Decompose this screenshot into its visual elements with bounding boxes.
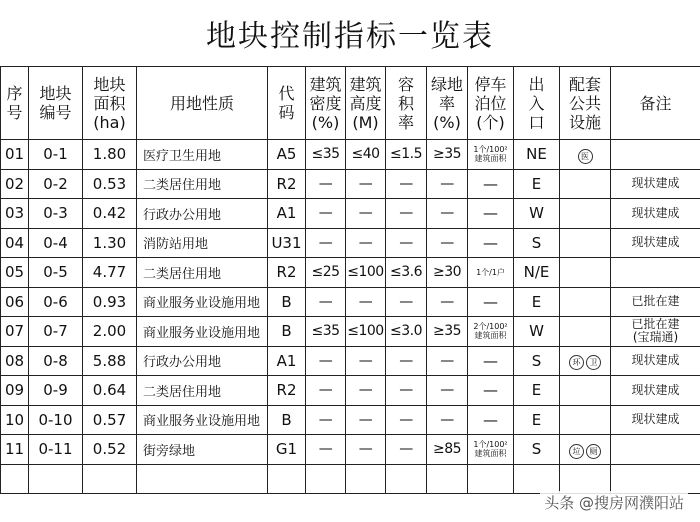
header-far: 容 积 率 (386, 67, 427, 140)
cell-seq: 06 (1, 287, 29, 317)
cell-code: A5 (268, 140, 306, 170)
cell-facilities (560, 346, 611, 376)
cell-density: ≤35 (306, 317, 346, 347)
cell-parking: — (468, 228, 514, 258)
cell-code: B (268, 287, 306, 317)
header-access: 出 入 口 (514, 67, 560, 140)
cell-remark: 已批在建 (宝瑞通) (611, 317, 700, 347)
cell-height: — (346, 169, 386, 199)
cell-facilities (560, 287, 611, 317)
cell-seq: 01 (1, 140, 29, 170)
table-row (1, 346, 700, 376)
cell-green: — (427, 199, 468, 229)
control-index-table (0, 66, 700, 494)
cell-land-use: 消防站用地 (137, 228, 268, 258)
cell-parcel-no: 0-4 (29, 228, 83, 258)
cell-access: W (514, 317, 560, 347)
cell-facilities (560, 405, 611, 435)
header-facilities: 配套 公共 设施 (560, 67, 611, 140)
cell-density: — (306, 435, 346, 465)
cell-remark (611, 435, 700, 465)
cell-density: — (306, 199, 346, 229)
cell-seq: 08 (1, 346, 29, 376)
cell-access: E (514, 169, 560, 199)
header-seq: 序 号 (1, 67, 29, 140)
facility-symbol: 医 (578, 149, 593, 164)
cell-access: S (514, 228, 560, 258)
cell-density: — (306, 376, 346, 406)
table-row (1, 317, 700, 347)
cell-density: — (306, 346, 346, 376)
cell-parking: — (468, 405, 514, 435)
cell-parcel-no: 0-3 (29, 199, 83, 229)
cell-green: — (427, 287, 468, 317)
cell-area: 0.57 (83, 405, 137, 435)
table-row (1, 228, 700, 258)
cell-parking: — (468, 376, 514, 406)
cell-green: ≥30 (427, 258, 468, 288)
cell-remark: 现状建成 (611, 199, 700, 229)
cell-far: — (386, 199, 427, 229)
header-code: 代 码 (268, 67, 306, 140)
cell-height: — (346, 435, 386, 465)
cell-land-use: 商业服务业设施用地 (137, 287, 268, 317)
cell-density: — (306, 228, 346, 258)
cell-density: — (306, 169, 346, 199)
cell-height: ≤100 (346, 317, 386, 347)
cell-code: A1 (268, 199, 306, 229)
cell-density: — (306, 287, 346, 317)
cell-code: A1 (268, 346, 306, 376)
header-height: 建筑 高度 (M) (346, 67, 386, 140)
cell-facilities (560, 376, 611, 406)
header-land-use: 用地性质 (137, 67, 268, 140)
table-row (1, 199, 700, 229)
cell-green: — (427, 405, 468, 435)
cell-far: ≤3.0 (386, 317, 427, 347)
cell-green: — (427, 228, 468, 258)
cell-code: B (268, 405, 306, 435)
cell-parcel-no: 0-11 (29, 435, 83, 465)
cell-green: ≥85 (427, 435, 468, 465)
cell-height: — (346, 405, 386, 435)
cell-green: — (427, 346, 468, 376)
cell-far: — (386, 228, 427, 258)
cell-green: — (427, 376, 468, 406)
cell-far: — (386, 376, 427, 406)
cell-parcel-no: 0-2 (29, 169, 83, 199)
cell-facilities (560, 228, 611, 258)
cell-far: ≤1.5 (386, 140, 427, 170)
cell-facilities (560, 140, 611, 170)
cell-access: NE (514, 140, 560, 170)
facility-symbol: 厕 (586, 444, 601, 459)
cell-area: 4.77 (83, 258, 137, 288)
cell-facilities (560, 435, 611, 465)
header-green: 绿地 率 (%) (427, 67, 468, 140)
table-row (1, 169, 700, 199)
watermark: 头条 @搜房网濮阳站 (540, 491, 688, 514)
header-density: 建筑 密度 (%) (306, 67, 346, 140)
cell-remark: 现状建成 (611, 376, 700, 406)
cell-area: 1.80 (83, 140, 137, 170)
cell-seq: 10 (1, 405, 29, 435)
cell-facilities (560, 258, 611, 288)
table-row (1, 140, 700, 170)
cell-access: W (514, 199, 560, 229)
cell-seq: 02 (1, 169, 29, 199)
cell-area: 5.88 (83, 346, 137, 376)
cell-land-use: 行政办公用地 (137, 199, 268, 229)
table-row (1, 287, 700, 317)
cell-code: G1 (268, 435, 306, 465)
header-parcel-no: 地块 编号 (29, 67, 83, 140)
cell-parking: 1个/100² 建筑面积 (468, 140, 514, 170)
cell-seq: 07 (1, 317, 29, 347)
cell-remark: 现状建成 (611, 169, 700, 199)
facility-symbol: 卫 (586, 355, 601, 370)
empty-row (1, 464, 700, 494)
cell-density: ≤35 (306, 140, 346, 170)
cell-land-use: 商业服务业设施用地 (137, 317, 268, 347)
cell-parking: — (468, 169, 514, 199)
cell-land-use: 二类居住用地 (137, 169, 268, 199)
cell-facilities (560, 169, 611, 199)
facility-symbol: 垃 (569, 444, 584, 459)
cell-facilities (560, 317, 611, 347)
cell-parking: 1个/100² 建筑面积 (468, 435, 514, 465)
cell-far: — (386, 169, 427, 199)
cell-height: — (346, 228, 386, 258)
cell-access: S (514, 435, 560, 465)
cell-parcel-no: 0-8 (29, 346, 83, 376)
facility-symbol: 环 (569, 355, 584, 370)
cell-height: — (346, 346, 386, 376)
cell-access: E (514, 376, 560, 406)
cell-area: 2.00 (83, 317, 137, 347)
cell-parcel-no: 0-7 (29, 317, 83, 347)
cell-land-use: 医疗卫生用地 (137, 140, 268, 170)
table-row (1, 258, 700, 288)
cell-remark: 现状建成 (611, 228, 700, 258)
cell-access: E (514, 405, 560, 435)
header-area: 地块 面积 (ha) (83, 67, 137, 140)
cell-parcel-no: 0-6 (29, 287, 83, 317)
cell-parking: — (468, 287, 514, 317)
cell-remark: 已批在建 (611, 287, 700, 317)
cell-code: R2 (268, 169, 306, 199)
cell-height: — (346, 376, 386, 406)
cell-height: ≤40 (346, 140, 386, 170)
cell-far: ≤3.6 (386, 258, 427, 288)
cell-seq: 03 (1, 199, 29, 229)
cell-remark: 现状建成 (611, 346, 700, 376)
cell-green: — (427, 169, 468, 199)
cell-density: — (306, 405, 346, 435)
cell-access: E (514, 287, 560, 317)
cell-remark (611, 258, 700, 288)
cell-land-use: 二类居住用地 (137, 376, 268, 406)
cell-parcel-no: 0-5 (29, 258, 83, 288)
cell-land-use: 商业服务业设施用地 (137, 405, 268, 435)
cell-area: 0.93 (83, 287, 137, 317)
cell-height: — (346, 199, 386, 229)
cell-parcel-no: 0-10 (29, 405, 83, 435)
cell-green: ≥35 (427, 317, 468, 347)
table-row (1, 435, 700, 465)
cell-area: 0.64 (83, 376, 137, 406)
cell-far: — (386, 405, 427, 435)
cell-parcel-no: 0-1 (29, 140, 83, 170)
cell-height: ≤100 (346, 258, 386, 288)
cell-far: — (386, 435, 427, 465)
cell-access: S (514, 346, 560, 376)
cell-code: U31 (268, 228, 306, 258)
table-header-row (1, 67, 700, 140)
cell-access: N/E (514, 258, 560, 288)
cell-area: 0.53 (83, 169, 137, 199)
header-remarks: 备注 (611, 67, 700, 140)
table-row (1, 376, 700, 406)
cell-parking: 2个/100² 建筑面积 (468, 317, 514, 347)
cell-area: 0.42 (83, 199, 137, 229)
cell-seq: 04 (1, 228, 29, 258)
cell-code: B (268, 317, 306, 347)
cell-area: 0.52 (83, 435, 137, 465)
cell-remark (611, 140, 700, 170)
table-row (1, 405, 700, 435)
cell-area: 1.30 (83, 228, 137, 258)
cell-seq: 11 (1, 435, 29, 465)
cell-far: — (386, 287, 427, 317)
cell-seq: 09 (1, 376, 29, 406)
cell-code: R2 (268, 258, 306, 288)
cell-code: R2 (268, 376, 306, 406)
cell-green: ≥35 (427, 140, 468, 170)
cell-parking: 1个/1户 (468, 258, 514, 288)
cell-land-use: 街旁绿地 (137, 435, 268, 465)
cell-facilities (560, 199, 611, 229)
cell-parking: — (468, 346, 514, 376)
cell-land-use: 行政办公用地 (137, 346, 268, 376)
header-parking: 停车 泊位 (个) (468, 67, 514, 140)
page-title: 地块控制指标一览表 (206, 19, 494, 54)
cell-land-use: 二类居住用地 (137, 258, 268, 288)
cell-far: — (386, 346, 427, 376)
cell-density: ≤25 (306, 258, 346, 288)
cell-remark: 现状建成 (611, 405, 700, 435)
cell-parcel-no: 0-9 (29, 376, 83, 406)
cell-seq: 05 (1, 258, 29, 288)
cell-height: — (346, 287, 386, 317)
cell-parking: — (468, 199, 514, 229)
